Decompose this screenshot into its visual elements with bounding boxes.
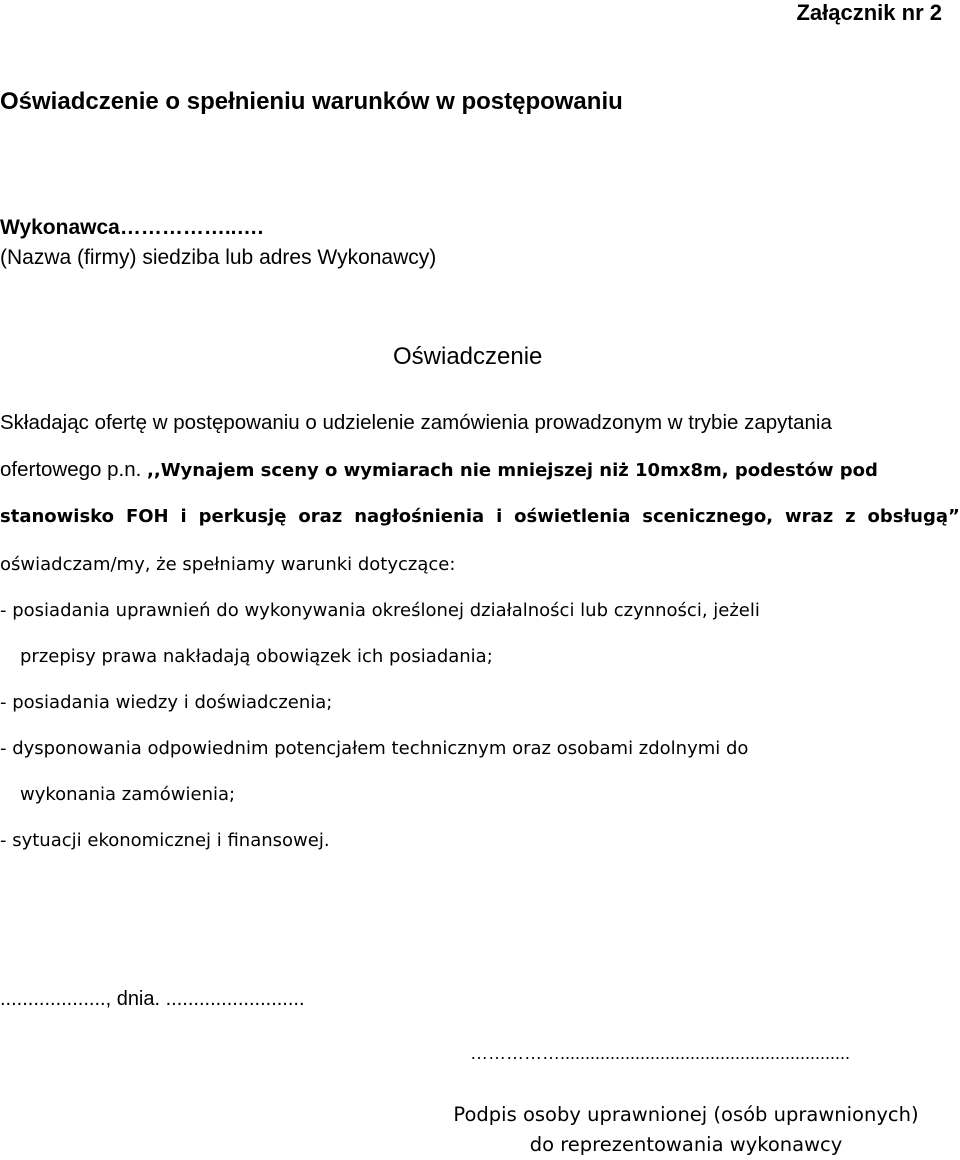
intro-line-1: Składając ofertę w postępowaniu o udzielenie zamówienia prowadzonym w trybie zapytania	[0, 411, 832, 434]
tender-word: obsługą”	[867, 506, 960, 527]
condition-item: - posiadania wiedzy i doświadczenia;	[0, 692, 333, 713]
contractor-field: Wykonawca……………..….	[0, 216, 264, 239]
intro-line-2-prefix: ofertowego p.n.	[0, 458, 148, 481]
condition-item: - posiadania uprawnień do wykonywania określonej działalności lub czynności, jeżeli	[0, 600, 760, 621]
condition-item: - sytuacji ekonomicznej i finansowej.	[0, 830, 330, 851]
tender-word: z	[845, 506, 856, 527]
tender-word: oświetlenia	[514, 506, 631, 527]
declaration-heading: Oświadczenie	[393, 343, 543, 370]
place-date-field: ..................., dnia. .........................	[0, 988, 305, 1010]
annex-label: Załącznik nr 2	[796, 0, 942, 25]
intro-line-2	[0, 458, 878, 482]
condition-item-continuation: wykonania zamówienia;	[20, 784, 236, 805]
tender-word: wraz	[785, 506, 834, 527]
contractor-hint: (Nazwa (firmy) siedziba lub adres Wykonawcy)	[0, 246, 437, 269]
tender-word: i	[496, 506, 503, 527]
tender-word: stanowisko	[0, 506, 115, 527]
intro-line-4: oświadczam/my, że spełniamy warunki dotyczące:	[0, 554, 456, 575]
tender-word: oraz	[298, 506, 343, 527]
tender-name-part-2	[0, 506, 960, 527]
signature-line: ……………..........................................................	[470, 1043, 851, 1063]
condition-item: - dysponowania odpowiednim potencjałem technicznym oraz osobami zdolnymi do	[0, 738, 749, 759]
document-title: Oświadczenie o spełnieniu warunków w postępowaniu	[0, 88, 623, 115]
tender-word: i	[180, 506, 187, 527]
condition-item-continuation: przepisy prawa nakładają obowiązek ich posiadania;	[20, 646, 493, 667]
tender-word: perkusję	[198, 506, 287, 527]
tender-word: scenicznego,	[642, 506, 774, 527]
tender-name-part-1: ,,Wynajem sceny o wymiarach nie mniejszej niż 10mx8m, podestów pod	[147, 460, 878, 481]
signature-label: Podpis osoby uprawnionej (osób uprawnionych) do reprezentowania wykonawcy	[453, 1103, 919, 1156]
tender-word: FOH	[125, 506, 169, 527]
tender-word: nagłośnienia	[354, 506, 485, 527]
